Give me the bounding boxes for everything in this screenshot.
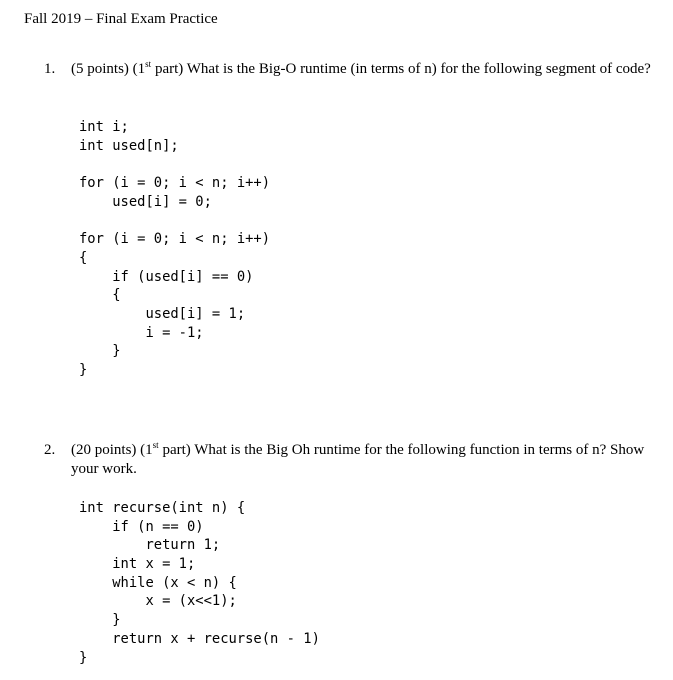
code-line: } <box>79 343 121 360</box>
prompt-text: What is the Big Oh runtime for the following function in terms of n? Show your work. <box>71 442 645 477</box>
code-block-1 <box>79 118 270 380</box>
code-line: return 1; <box>79 537 221 554</box>
code-line: return x + recurse(n - 1) <box>79 630 320 647</box>
code-line: int used[n]; <box>79 137 179 154</box>
question-1 <box>44 60 654 79</box>
code-line: } <box>79 649 88 666</box>
code-block-2 <box>79 499 320 667</box>
code-line <box>79 211 270 230</box>
prompt-text: What is the Big-O runtime (in terms of n) for the following segment of code? <box>186 61 651 77</box>
points-label: (20 points) <box>71 442 137 458</box>
code-line: } <box>79 612 121 629</box>
code-line: for (i = 0; i < n; i++) <box>79 231 271 248</box>
points-label: (5 points) <box>71 61 129 77</box>
part-label: (1st part) <box>140 440 191 458</box>
code-line: used[i] = 1; <box>79 305 246 322</box>
page-header: Fall 2019 – Final Exam Practice <box>24 11 218 27</box>
part-label: (1st part) <box>132 59 184 77</box>
code-line: { <box>79 287 121 304</box>
code-line: for (i = 0; i < n; i++) <box>79 175 271 192</box>
code-line: int i; <box>79 119 129 135</box>
question-2 <box>44 441 654 479</box>
code-line: while (x < n) { <box>79 574 237 591</box>
code-line: if (used[i] == 0) <box>79 268 254 285</box>
code-line: { <box>79 249 88 266</box>
code-line: used[i] = 0; <box>79 193 212 210</box>
code-line: x = (x<<1); <box>79 593 237 610</box>
code-line: } <box>79 361 88 378</box>
code-line <box>79 155 270 174</box>
question-prompt <box>71 60 654 79</box>
question-number: 1. <box>44 61 56 77</box>
code-line: int recurse(int n) { <box>79 500 246 516</box>
question-prompt <box>71 441 654 479</box>
code-line: int x = 1; <box>79 556 196 573</box>
code-line: if (n == 0) <box>79 518 204 535</box>
code-line: i = -1; <box>79 324 204 341</box>
question-number: 2. <box>44 442 56 458</box>
